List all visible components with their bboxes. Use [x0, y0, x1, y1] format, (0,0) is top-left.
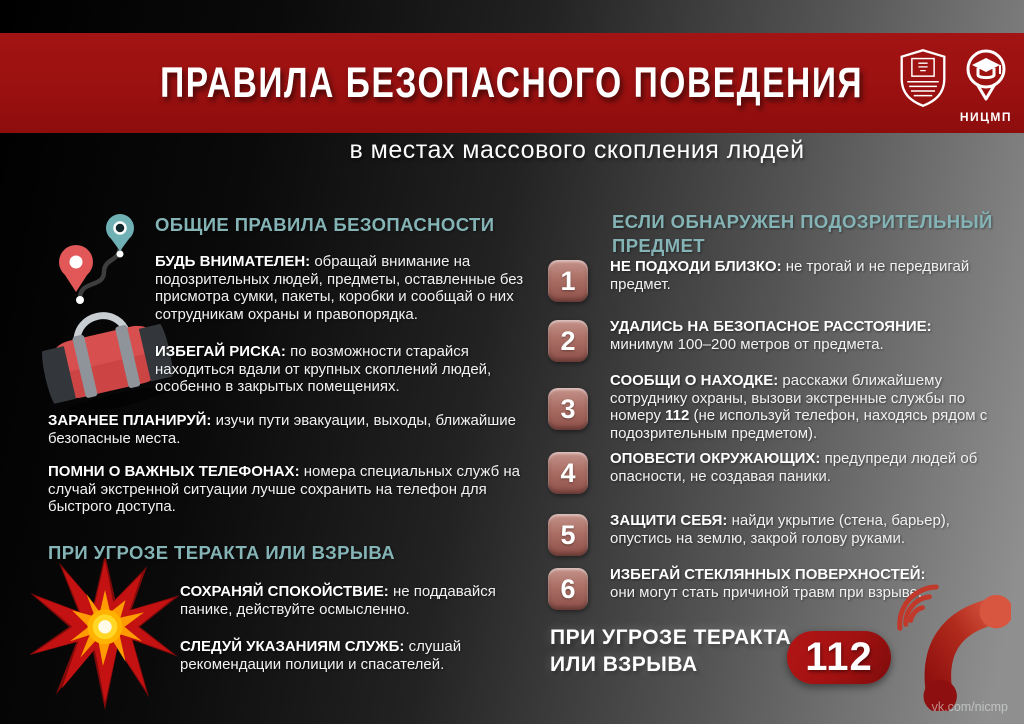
step-text: не трогай и не передвигай предмет. — [610, 258, 970, 293]
step-number-badge — [548, 452, 588, 494]
step-text: они могут стать причиной травм при взрыве. — [610, 583, 923, 601]
header-band — [0, 33, 1024, 133]
step-number-badge — [548, 260, 588, 302]
step-lead: СООБЩИ О НАХОДКЕ: — [610, 372, 779, 389]
rule-important-phones — [48, 463, 526, 516]
section-heading-threat-left: ПРИ УГРОЗЕ ТЕРАКТА ИЛИ ВЗРЫВА — [48, 542, 395, 563]
rule-text: слушай рекомендации полиции и спасателей. — [180, 638, 462, 673]
shield-emblem-logo — [898, 47, 948, 114]
step-lead: УДАЛИСЬ НА БЕЗОПАСНОЕ РАССТОЯНИЕ: — [610, 318, 932, 335]
emergency-number: 112 — [805, 635, 873, 679]
rule-follow-instructions — [180, 638, 518, 673]
step-number: 1 — [560, 265, 576, 296]
step-number: 4 — [560, 457, 576, 488]
explosion-icon — [30, 558, 180, 715]
poster-title: ПРАВИЛА БЕЗОПАСНОГО ПОВЕДЕНИЯ — [160, 58, 864, 107]
warning-line-2: ИЛИ ВЗРЫВА — [550, 653, 698, 676]
rule-lead: СЛЕДУЙ УКАЗАНИЯМ СЛУЖБ: — [180, 638, 405, 655]
step-number: 3 — [560, 393, 576, 424]
rule-text: изучи пути эвакуации, выходы, ближайшие безопасные места. — [48, 412, 517, 447]
phone-handset-icon — [893, 583, 1011, 716]
step-4 — [548, 450, 1010, 494]
step-number: 2 — [560, 325, 576, 356]
step-lead: ЗАЩИТИ СЕБЯ: — [610, 512, 728, 529]
rule-avoid-risk — [155, 343, 527, 396]
step-text-continued: (не используй телефон, находясь рядом с подозрительным предметом). — [610, 407, 988, 442]
nicmp-logo — [960, 47, 1012, 124]
rule-lead: ЗАРАНЕЕ ПЛАНИРУЙ: — [48, 412, 212, 429]
rule-text: номера специальных служб на случай экстренной ситуации лучше сохранить на телефон для быстрого доступа. — [48, 463, 520, 515]
emergency-number-inline: 112 — [665, 407, 690, 424]
step-number-badge — [548, 514, 588, 556]
logo-group — [898, 47, 1012, 124]
step-number-badge — [548, 320, 588, 362]
step-number: 5 — [560, 519, 576, 550]
step-text: предупреди людей об опасности, не создавая паники. — [610, 450, 978, 485]
step-number: 6 — [560, 573, 576, 604]
rule-be-attentive — [155, 253, 527, 323]
step-number-badge — [548, 388, 588, 430]
rule-text: по возможности старайся находиться вдали от крупных скоплений людей, особенно в закрытых помещениях. — [155, 343, 492, 395]
section-heading-suspicious-object: ЕСЛИ ОБНАРУЖЕН ПОДОЗРИТЕЛЬНЫЙ ПРЕДМЕТ — [612, 211, 993, 256]
step-2 — [548, 318, 1010, 362]
step-5 — [548, 512, 1010, 556]
bottom-warning-text — [550, 624, 791, 678]
rule-lead: ПОМНИ О ВАЖНЫХ ТЕЛЕФОНАХ: — [48, 463, 300, 480]
rule-lead: ИЗБЕГАЙ РИСКА: — [155, 343, 286, 360]
rule-text: не поддавайся панике, действуйте осмысленно. — [180, 583, 496, 618]
section-heading-general-rules: ОБЩИЕ ПРАВИЛА БЕЗОПАСНОСТИ — [155, 214, 495, 235]
rule-plan-ahead — [48, 412, 526, 447]
step-lead: ИЗБЕГАЙ СТЕКЛЯННЫХ ПОВЕРХНОСТЕЙ: — [610, 566, 926, 583]
rule-lead: СОХРАНЯЙ СПОКОЙСТВИЕ: — [180, 583, 389, 600]
step-text: расскажи ближайшему сотруднику охраны, вызови экстренные службы по номеру — [610, 372, 966, 424]
step-text: найди укрытие (стена, барьер), опустись на землю, закрой голову руками. — [610, 512, 950, 547]
rule-text: обращай внимание на подозрительных людей, предметы, оставленные без присмотра сумки, пакеты, коробки и сообщай о них сотрудникам охраны и правопорядка. — [155, 253, 524, 323]
poster-subtitle: в местах массового скопления людей — [349, 136, 805, 164]
nicmp-logo-label: НИЦМП — [959, 110, 1012, 124]
step-number-badge — [548, 568, 588, 610]
emergency-number-badge — [787, 631, 891, 684]
rule-stay-calm — [180, 583, 518, 618]
step-text: минимум 100–200 метров от предмета. — [610, 335, 884, 353]
shield-emblem-icon — [898, 47, 948, 114]
nicmp-pin-icon — [960, 47, 1012, 108]
warning-line-1: ПРИ УГРОЗЕ ТЕРАКТА — [550, 626, 792, 649]
step-1 — [548, 258, 1010, 302]
rule-lead: БУДЬ ВНИМАТЕЛЕН: — [155, 253, 311, 270]
step-3 — [548, 372, 1010, 442]
step-lead: НЕ ПОДХОДИ БЛИЗКО: — [610, 258, 782, 275]
credit-link: vk.com/nicmp — [931, 700, 1008, 714]
step-lead: ОПОВЕСТИ ОКРУЖАЮЩИХ: — [610, 450, 821, 467]
